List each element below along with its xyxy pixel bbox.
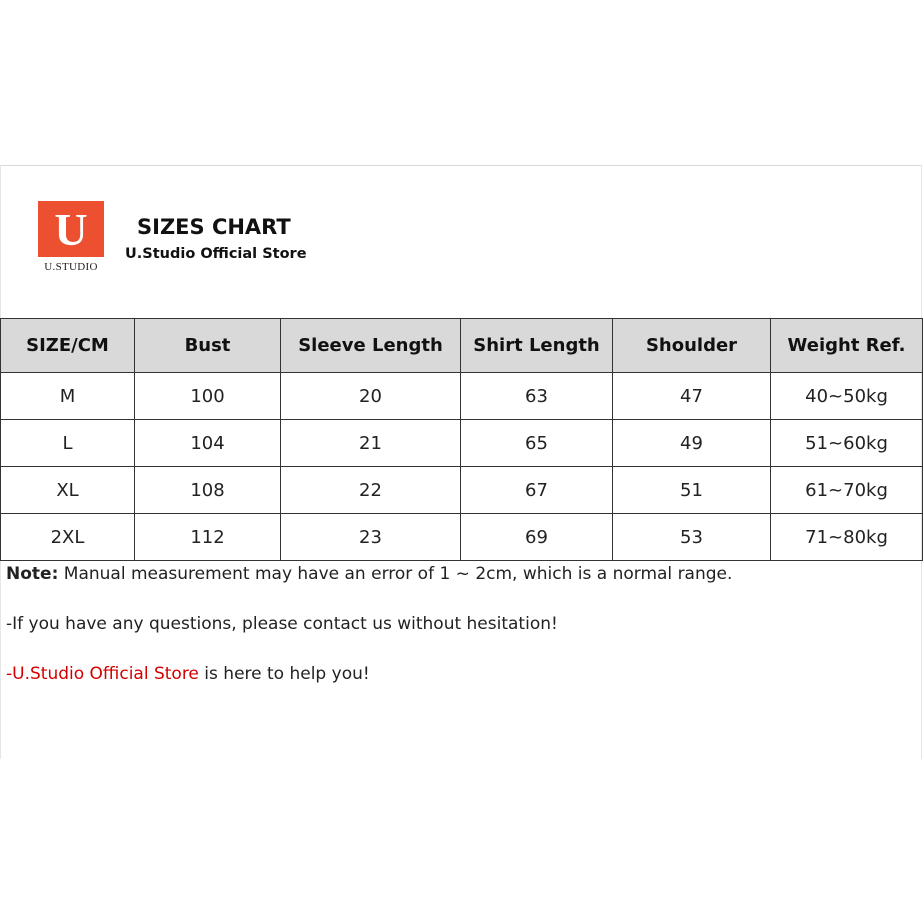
table-row (1, 373, 923, 420)
page-title: SIZES CHART (137, 215, 291, 239)
table-cell: 67 (461, 467, 613, 514)
measurement-note (6, 564, 732, 584)
table-cell: 112 (135, 514, 281, 561)
table-cell: 61~70kg (771, 467, 923, 514)
column-header-shoulder: Shoulder (613, 319, 771, 373)
table-cell: 53 (613, 514, 771, 561)
column-header-weight-ref: Weight Ref. (771, 319, 923, 373)
note-label: Note: (6, 564, 59, 584)
help-text: is here to help you! (198, 664, 370, 684)
table-cell: 51 (613, 467, 771, 514)
table-cell: 65 (461, 420, 613, 467)
table-cell: 40~50kg (771, 373, 923, 420)
column-header-size: SIZE/CM (1, 319, 135, 373)
table-cell: M (1, 373, 135, 420)
table-cell: 108 (135, 467, 281, 514)
column-header-bust: Bust (135, 319, 281, 373)
table-cell: 23 (281, 514, 461, 561)
table-header-row (1, 319, 923, 373)
questions-note: -If you have any questions, please contact us without hesitation! (6, 614, 558, 634)
logo-letter: U (54, 204, 88, 255)
note-text: Manual measurement may have an error of 1 ~ 2cm, which is a normal range. (58, 564, 733, 584)
table-cell: 21 (281, 420, 461, 467)
table-cell: XL (1, 467, 135, 514)
table-cell: 49 (613, 420, 771, 467)
table-cell: 47 (613, 373, 771, 420)
table-cell: 63 (461, 373, 613, 420)
table-row (1, 420, 923, 467)
size-table (0, 318, 923, 561)
help-store-name: -U.Studio Official Store (6, 664, 199, 684)
table-cell: 104 (135, 420, 281, 467)
store-name: U.Studio Official Store (125, 246, 307, 262)
brand-logo (38, 201, 104, 257)
column-header-sleeve-length: Sleeve Length (281, 319, 461, 373)
column-header-shirt-length: Shirt Length (461, 319, 613, 373)
table-cell: 2XL (1, 514, 135, 561)
table-cell: 69 (461, 514, 613, 561)
table-cell: 20 (281, 373, 461, 420)
table-cell: 51~60kg (771, 420, 923, 467)
help-note (6, 664, 370, 684)
logo-caption: U.STUDIO (44, 261, 98, 273)
table-cell: 71~80kg (771, 514, 923, 561)
table-cell: L (1, 420, 135, 467)
table-row (1, 467, 923, 514)
table-row (1, 514, 923, 561)
table-cell: 100 (135, 373, 281, 420)
table-cell: 22 (281, 467, 461, 514)
